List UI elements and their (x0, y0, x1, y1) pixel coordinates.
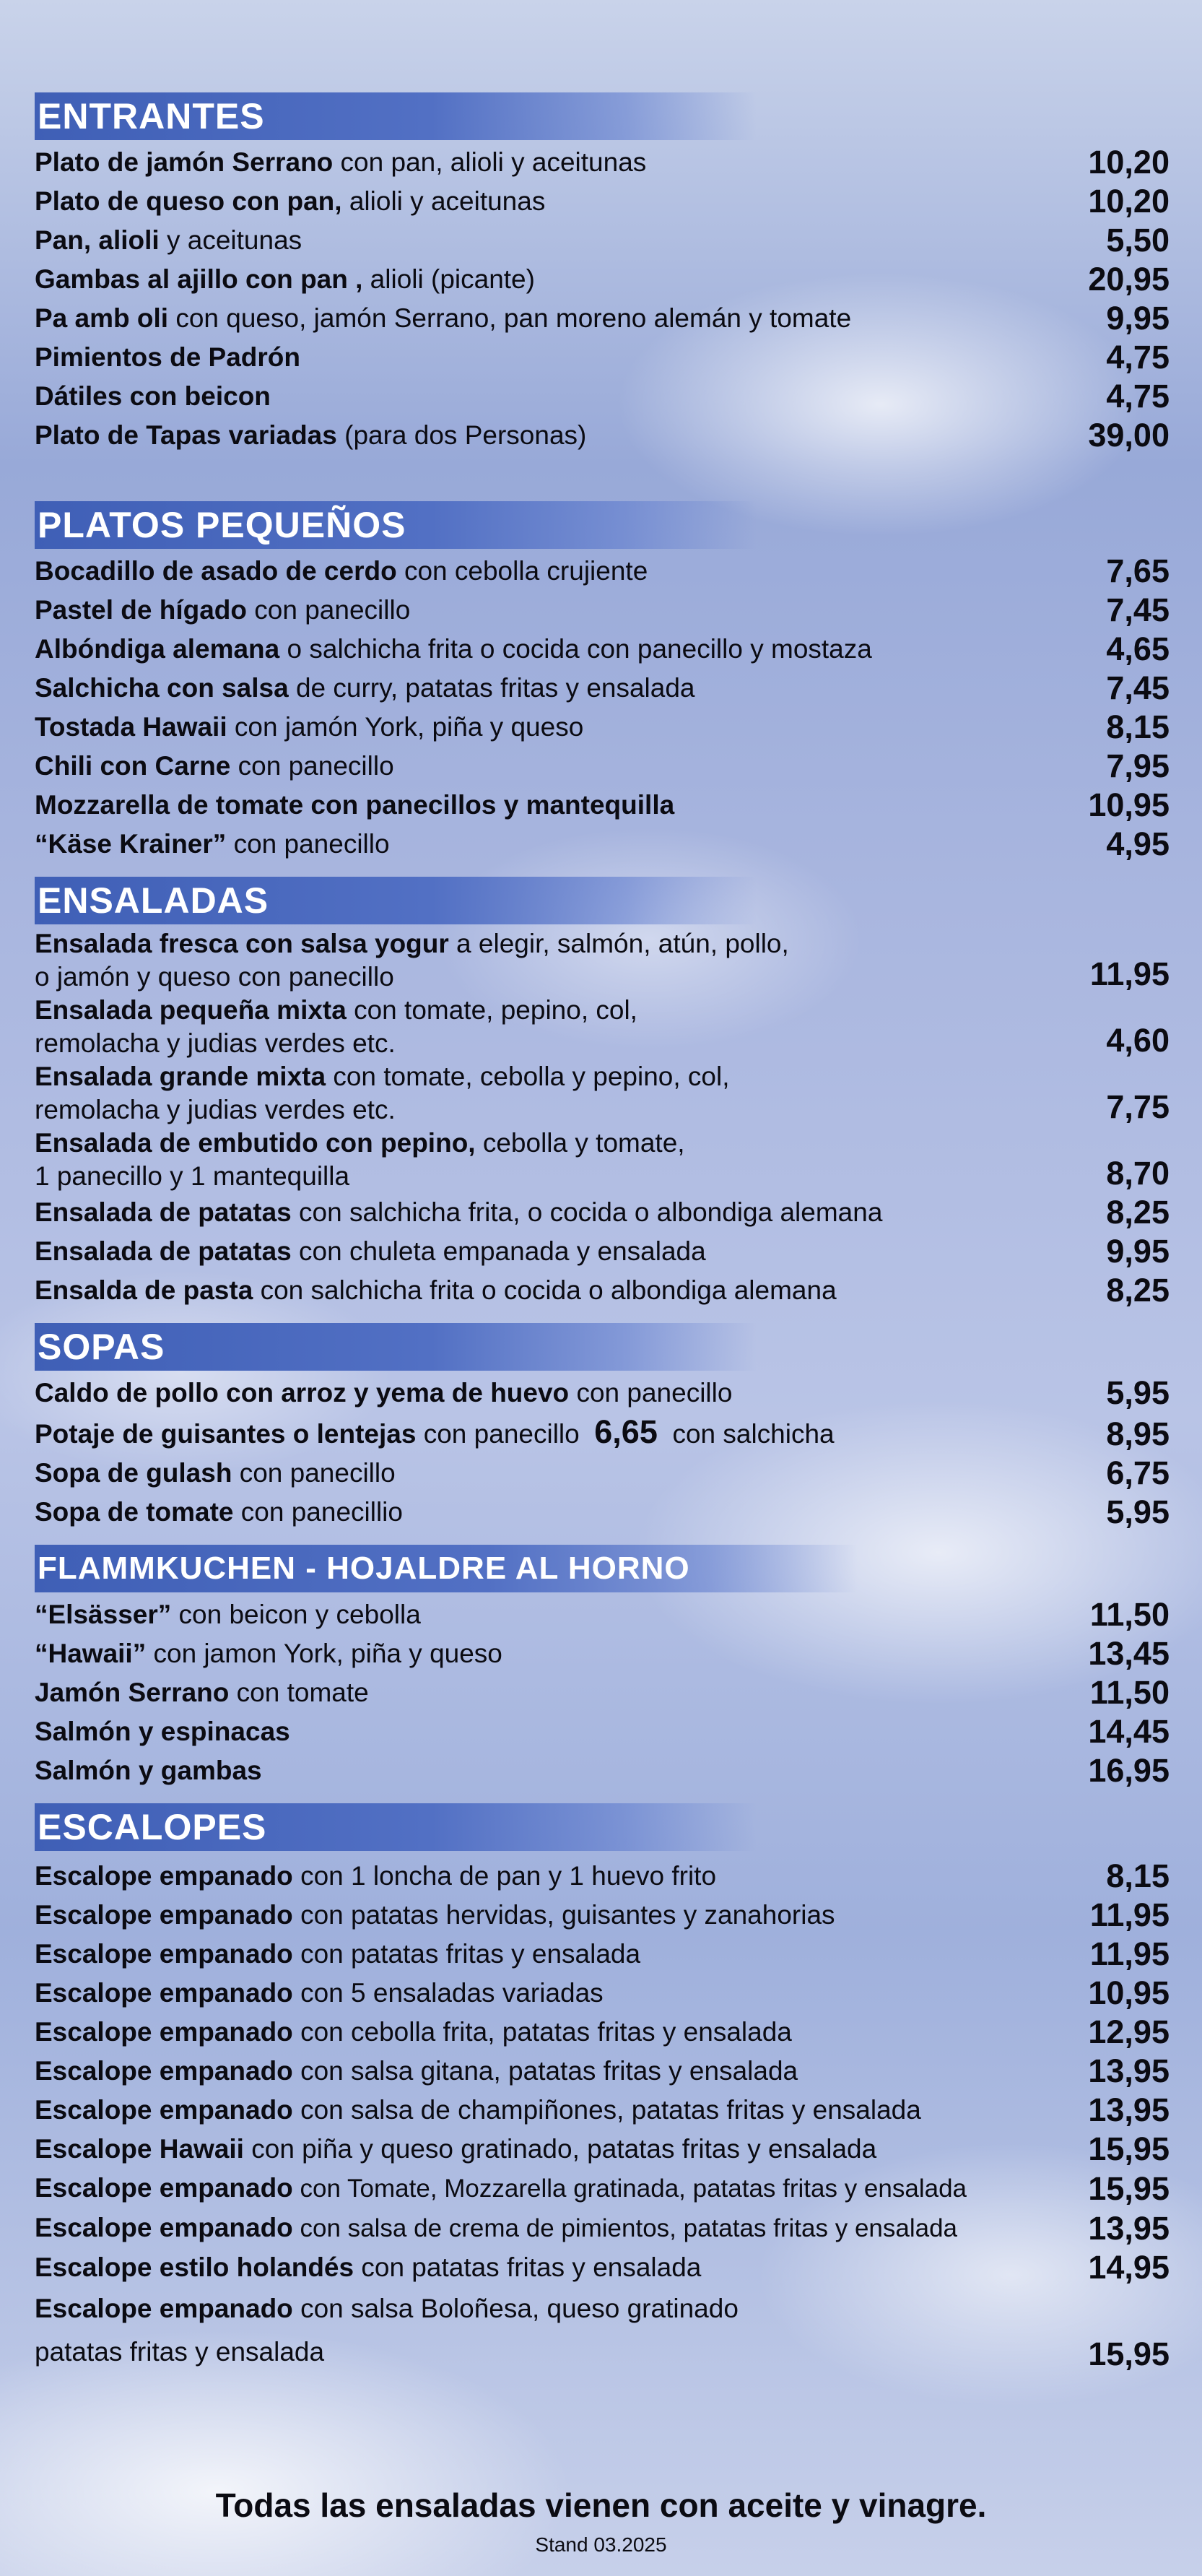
item-name: Potaje de guisantes o lentejas (35, 1419, 417, 1449)
item-desc: con cebolla frita, patatas fritas y ensalada (292, 2017, 792, 2047)
section-title: ENTRANTES (38, 96, 265, 136)
item-name: Escalope empanado (35, 2173, 293, 2203)
menu-item (35, 1413, 1170, 1454)
item-name: Escalope empanado (35, 2095, 293, 2125)
item-desc: y aceitunas (159, 225, 302, 255)
item-name: Salmón y espinacas (35, 1717, 290, 1746)
item-desc-line2: remolacha y judias verdes etc. (35, 1095, 396, 1124)
item-desc: con panecillo (226, 829, 390, 859)
item-name: Ensalda de pasta (35, 1275, 253, 1305)
menu-item (35, 1673, 1170, 1712)
item-price: 20,95 (1088, 261, 1170, 298)
item-name: “Hawaii” (35, 1639, 147, 1668)
item-desc: con tomate, pepino, col, (346, 995, 637, 1025)
item-desc: con tomate (229, 1678, 369, 1707)
item-desc: con 5 ensaladas variadas (292, 1978, 604, 2008)
item-desc: con queso, jamón Serrano, pan moreno alemán y tomate (168, 303, 852, 333)
item-price: 16,95 (1088, 1752, 1170, 1789)
item-price: 10,95 (1088, 1974, 1170, 2011)
item-price: 11,95 (1089, 955, 1170, 992)
item-name: Salchicha con salsa (35, 673, 289, 703)
menu-item (35, 2169, 1170, 2208)
item-desc: con panecillo (247, 595, 411, 625)
menu-item (35, 338, 1170, 377)
menu-item (35, 2208, 1170, 2248)
item-price: 7,65 (1106, 552, 1170, 589)
item-desc: con salsa gitana, patatas fritas y ensalada (292, 2056, 798, 2086)
item-price: 4,95 (1106, 825, 1170, 862)
item-price: 9,95 (1106, 1233, 1170, 1270)
menu-item (35, 708, 1170, 747)
item-desc: con panecillo (232, 1458, 396, 1488)
menu-item (35, 591, 1170, 630)
section-sopas (35, 1323, 1170, 1532)
item-price: 14,45 (1088, 1713, 1170, 1750)
item-price: 4,75 (1106, 339, 1170, 376)
menu-item (35, 1493, 1170, 1532)
item-price: 7,45 (1106, 591, 1170, 628)
menu-item (35, 1974, 1170, 2013)
menu-item (35, 143, 1170, 182)
item-price: 15,95 (1088, 2336, 1170, 2372)
item-name: Escalope empanado (35, 2017, 293, 2047)
item-price: 8,25 (1106, 1194, 1170, 1231)
menu-item (35, 552, 1170, 591)
section-header (35, 1323, 757, 1371)
menu-item (35, 669, 1170, 708)
item-desc: alioli (picante) (362, 264, 535, 294)
item-name: Escalope empanado (35, 2294, 293, 2323)
item-name: Albóndiga alemana (35, 634, 280, 664)
item-price: 39,00 (1088, 417, 1170, 454)
item-desc: cebolla y tomate, (475, 1128, 685, 1158)
menu-item (35, 1374, 1170, 1413)
menu-item (35, 786, 1170, 825)
item-desc: con jamon York, piña y queso (146, 1639, 502, 1668)
item-desc: a elegir, salmón, atún, pollo, (448, 929, 789, 958)
item-desc-line2: o jamón y queso con panecillo (35, 962, 394, 992)
item-desc: con 1 loncha de pan y 1 huevo frito (292, 1861, 717, 1891)
item-price: 10,20 (1088, 144, 1170, 181)
item-desc: con panecillo (569, 1378, 733, 1408)
item-name: Ensalada de patatas (35, 1197, 292, 1227)
item-price: 14,95 (1088, 2249, 1170, 2286)
item-name: Ensalada fresca con salsa yogur (35, 929, 449, 958)
menu-item (35, 2013, 1170, 2052)
item-desc: alioli y aceitunas (341, 186, 546, 216)
menu-item (35, 2091, 1170, 2130)
item-name: Pan, alioli (35, 225, 160, 255)
item-desc: con salchicha frita, o cocida o albondiga alemana (291, 1197, 883, 1227)
item-price: 11,50 (1089, 1674, 1170, 1711)
item-name: Pa amb oli (35, 303, 169, 333)
section-header (35, 1545, 858, 1592)
item-price: 12,95 (1088, 2013, 1170, 2050)
item-price: 10,95 (1088, 786, 1170, 823)
item-name: Escalope empanado (35, 1978, 293, 2008)
item-mid-price: 6,65 (594, 1413, 658, 1450)
item-price: 5,50 (1106, 222, 1170, 259)
item-price: 4,65 (1106, 630, 1170, 667)
item-price: 13,95 (1088, 2091, 1170, 2128)
item-name: Escalope empanado (35, 1939, 293, 1969)
item-name: Pimientos de Padrón (35, 342, 301, 372)
menu-item (35, 2130, 1170, 2169)
item-name: Escalope estilo holandés (35, 2252, 354, 2282)
item-price: 10,20 (1088, 183, 1170, 220)
item-name: Salmón y gambas (35, 1756, 262, 1785)
item-price: 8,15 (1106, 1857, 1170, 1894)
menu-item (35, 1896, 1170, 1935)
item-name: Bocadillo de asado de cerdo (35, 556, 397, 586)
menu-item (35, 416, 1170, 455)
item-desc: con piña y queso gratinado, patatas fritas y ensalada (243, 2134, 877, 2164)
section-header (35, 1803, 757, 1851)
item-name: Ensalada de patatas (35, 1236, 292, 1266)
menu (35, 92, 1170, 2374)
section-title: ESCALOPES (38, 1807, 267, 1847)
item-price: 7,45 (1106, 669, 1170, 706)
menu-item (35, 1634, 1170, 1673)
item-price: 8,15 (1106, 708, 1170, 745)
menu-item (35, 825, 1170, 864)
menu-item (35, 1127, 1170, 1193)
item-name: Plato de queso con pan, (35, 186, 342, 216)
item-name: Escalope empanado (35, 2213, 293, 2242)
menu-item (35, 630, 1170, 669)
item-name: Escalope empanado (35, 1900, 293, 1930)
item-price: 13,95 (1088, 2052, 1170, 2089)
section-header (35, 92, 757, 140)
section-title: SOPAS (38, 1327, 165, 1367)
item-name: Sopa de tomate (35, 1497, 234, 1527)
menu-item (35, 260, 1170, 299)
item-price: 13,45 (1088, 1635, 1170, 1672)
item-name: Ensalada grande mixta (35, 1062, 326, 1091)
item-price: 11,95 (1089, 1935, 1170, 1972)
item-name: Gambas al ajillo con pan , (35, 264, 363, 294)
item-desc-line2: patatas fritas y ensalada (35, 2337, 325, 2367)
item-name: Escalope empanado (35, 1861, 293, 1891)
item-desc: con salsa de crema de pimientos, patatas fritas y ensalada (292, 2214, 958, 2242)
item-price: 5,95 (1106, 1493, 1170, 1530)
item-desc: con pan, alioli y aceitunas (333, 147, 647, 177)
item-price: 4,75 (1106, 378, 1170, 415)
section-title: ENSALADAS (38, 880, 269, 921)
item-desc: o salchicha frita o cocida con panecillo y mostaza (279, 634, 872, 664)
footer-note: Todas las ensaladas vienen con aceite y vinagre. (215, 2486, 987, 2524)
menu-item (35, 1712, 1170, 1751)
item-name: Ensalada de embutido con pepino, (35, 1128, 476, 1158)
item-price: 7,75 (1106, 1088, 1170, 1125)
menu-item (35, 1193, 1170, 1232)
menu-item (35, 299, 1170, 338)
item-price: 5,95 (1106, 1374, 1170, 1411)
item-name: Jamón Serrano (35, 1678, 230, 1707)
menu-item (35, 1232, 1170, 1271)
section-platos-pequenos (35, 501, 1170, 864)
item-desc: con beicon y cebolla (171, 1600, 421, 1629)
item-price: 11,50 (1089, 1596, 1170, 1633)
item-desc: con tomate, cebolla y pepino, col, (326, 1062, 730, 1091)
menu-item (35, 1751, 1170, 1790)
item-name: Pastel de hígado (35, 595, 248, 625)
item-desc-line2: 1 panecillo y 1 mantequilla (35, 1161, 350, 1191)
item-desc: con panecillo (416, 1419, 580, 1449)
item-price: 8,70 (1106, 1155, 1170, 1192)
item-name: Escalope Hawaii (35, 2134, 244, 2164)
item-price: 8,95 (1106, 1415, 1170, 1452)
item-desc: con salsa Boloñesa, queso gratinado (292, 2294, 739, 2323)
menu-item (35, 2248, 1170, 2287)
item-desc: con salchicha frita o cocida o albondiga alemana (253, 1275, 837, 1305)
menu-item (35, 2287, 1170, 2374)
menu-item (35, 221, 1170, 260)
section-title: PLATOS PEQUEÑOS (38, 505, 406, 545)
menu-item (35, 2052, 1170, 2091)
footer-stand: Stand 03.2025 (535, 2533, 667, 2556)
item-desc: con patatas fritas y ensalada (354, 2252, 702, 2282)
menu-item (35, 1857, 1170, 1896)
menu-item (35, 377, 1170, 416)
item-name: Plato de jamón Serrano (35, 147, 334, 177)
item-price: 9,95 (1106, 300, 1170, 337)
item-desc: con panecillo (230, 751, 394, 781)
section-escalopes (35, 1803, 1170, 2374)
section-entrantes (35, 92, 1170, 455)
item-price: 6,75 (1106, 1454, 1170, 1491)
menu-item (35, 927, 1170, 994)
item-price: 7,95 (1106, 747, 1170, 784)
item-price: 8,25 (1106, 1272, 1170, 1309)
item-name: “Käse Krainer” (35, 829, 227, 859)
menu-item (35, 182, 1170, 221)
menu-item (35, 1935, 1170, 1974)
item-price: 4,60 (1106, 1022, 1170, 1059)
menu-item (35, 1595, 1170, 1634)
item-name: Chili con Carne (35, 751, 231, 781)
item-desc: con patatas fritas y ensalada (292, 1939, 641, 1969)
item-price: 13,95 (1088, 2210, 1170, 2247)
item-desc-line2: remolacha y judias verdes etc. (35, 1028, 396, 1058)
section-title: FLAMMKUCHEN - HOJALDRE AL HORNO (38, 1551, 690, 1586)
item-desc: con Tomate, Mozzarella gratinada, patatas fritas y ensalada (292, 2174, 967, 2203)
item-price: 15,95 (1088, 2130, 1170, 2167)
item-desc: con salsa de champiñones, patatas fritas y ensalada (292, 2095, 921, 2125)
section-flammkuchen (35, 1545, 1170, 1790)
item-desc-2: con salchicha (672, 1419, 835, 1449)
item-name: Ensalada pequeña mixta (35, 995, 347, 1025)
item-desc: con panecillio (233, 1497, 403, 1527)
menu-item (35, 1271, 1170, 1310)
menu-item (35, 747, 1170, 786)
menu-item (35, 1454, 1170, 1493)
section-header (35, 877, 757, 924)
item-name: Mozzarella de tomate con panecillos y mantequilla (35, 790, 675, 820)
menu-item (35, 1060, 1170, 1127)
item-desc: de curry, patatas fritas y ensalada (288, 673, 695, 703)
item-name: Caldo de pollo con arroz y yema de huevo (35, 1378, 570, 1408)
item-name: Sopa de gulash (35, 1458, 232, 1488)
item-price: 11,95 (1089, 1896, 1170, 1933)
item-desc: con cebolla crujiente (396, 556, 648, 586)
item-name: Dátiles con beicon (35, 381, 271, 411)
item-name: Plato de Tapas variadas (35, 420, 337, 450)
menu-item (35, 994, 1170, 1060)
item-desc: con jamón York, piña y queso (227, 712, 584, 742)
item-name: Escalope empanado (35, 2056, 293, 2086)
section-ensaladas (35, 877, 1170, 1310)
item-desc: con patatas hervidas, guisantes y zanahorias (292, 1900, 835, 1930)
section-header (35, 501, 757, 549)
item-price: 15,95 (1088, 2170, 1170, 2207)
item-name: Tostada Hawaii (35, 712, 227, 742)
item-desc: (para dos Personas) (336, 420, 587, 450)
item-name: “Elsässer” (35, 1600, 172, 1629)
item-desc: con chuleta empanada y ensalada (291, 1236, 706, 1266)
